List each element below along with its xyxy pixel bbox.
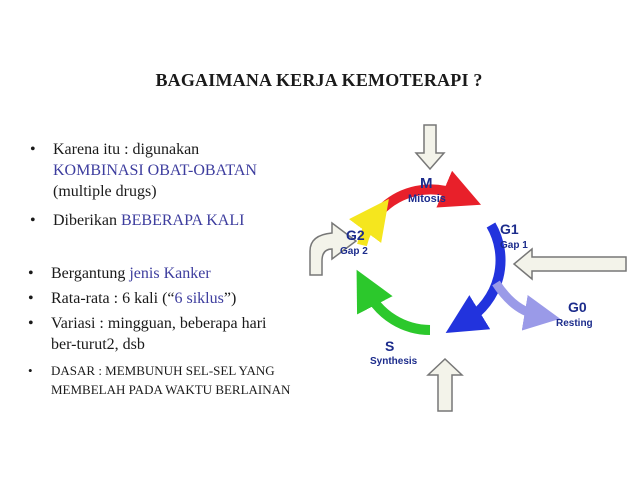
bullet-text: Diberikan — [53, 212, 121, 229]
bullet-text: Rata-rata : 6 kali (“ — [51, 290, 175, 307]
bullet-text-post: ”) — [223, 290, 237, 307]
bullet-item-variasi — [28, 313, 290, 355]
phase-s-label: S — [385, 338, 395, 354]
bullet-highlight: KOMBINASI OBAT-OBATAN — [53, 162, 257, 179]
bullet-text: Bergantung — [51, 265, 130, 282]
bullet-text: Variasi : mingguan, beberapa hari — [51, 315, 267, 332]
bullet-item-bergantung — [28, 263, 290, 284]
phase-s-sub: Synthesis — [370, 356, 418, 367]
g1-arc — [467, 225, 501, 320]
bullet-text-line2: ber-turut2, dsb — [51, 336, 145, 353]
bullet-text-post: (multiple drugs) — [53, 183, 157, 200]
bullet-dot: • — [30, 212, 36, 229]
bullet-highlight: 6 siklus — [174, 290, 224, 307]
g0-arrow — [496, 283, 538, 315]
phase-g0-label: G0 — [568, 299, 587, 315]
cell-cycle-diagram — [300, 115, 630, 415]
bullet-text: DASAR : MEMBUNUH SEL-SEL YANG — [51, 363, 275, 378]
bullet-list-top — [30, 139, 257, 231]
phase-g0-sub: Resting — [556, 318, 593, 329]
bullet-dot: • — [28, 290, 34, 307]
phase-g1-label: G1 — [500, 221, 519, 237]
bullet-item-dasar — [28, 361, 290, 399]
slide-title: BAGAIMANA KERJA KEMOTERAPI ? — [155, 70, 483, 90]
bullet-list-bottom — [28, 263, 290, 399]
top-block-arrow — [416, 125, 444, 169]
bullet-item-rata-rata — [28, 288, 290, 309]
bullet-dot: • — [30, 141, 36, 158]
phase-g1-sub: Gap 1 — [500, 240, 528, 251]
bullet-item-beberapa-kali — [30, 210, 257, 231]
right-block-arrow — [514, 249, 626, 279]
phase-m-label: M — [420, 175, 433, 192]
bullet-dot: • — [28, 265, 34, 282]
bullet-dot: • — [28, 363, 33, 378]
bullet-dot: • — [28, 315, 34, 332]
bullet-highlight: jenis Kanker — [129, 265, 211, 282]
phase-g2-sub: Gap 2 — [340, 246, 368, 257]
phase-m-sub: Mitosis — [408, 193, 446, 205]
phase-g2-label: G2 — [346, 227, 365, 243]
bullet-text-line2: MEMBELAH PADA WAKTU BERLAINAN — [51, 382, 291, 397]
bullet-text: Karena itu : digunakan — [53, 141, 200, 158]
bottom-block-arrow — [428, 359, 462, 411]
bullet-highlight: BEBERAPA KALI — [120, 212, 245, 229]
s-arc — [368, 292, 430, 330]
bullet-item-kombinasi — [30, 139, 257, 202]
